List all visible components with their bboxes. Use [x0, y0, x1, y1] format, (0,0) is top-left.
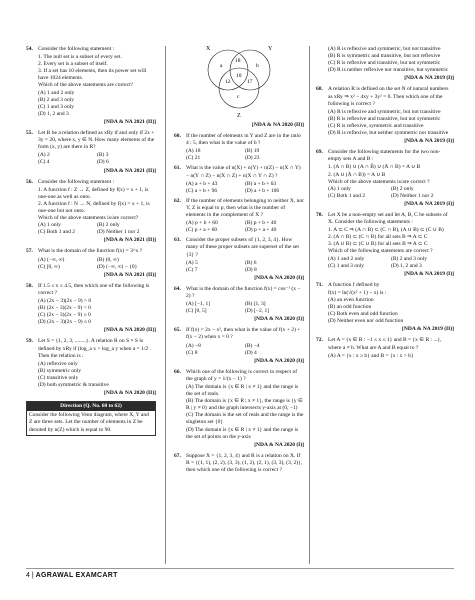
option: (D) R is neither reflexive nor transitive, but symmetric — [328, 67, 449, 74]
question-number: 57. — [26, 248, 33, 255]
question-text: Suppose X = {1, 2, 3, 4} and R is a relation on X. If R = {(1, 1), (2, 2), (3, 3), (1, 2), (2, 1), (3, 3), (3, 2)}, then which one of the following is correct ? — [186, 452, 303, 474]
statement: 1. A ⊂ C ⇒ (A ∩ B) ⊂ (C ∩ B), (A ∪ B) ⊂ (C ∪ B) — [328, 227, 444, 234]
question-65 — [174, 327, 304, 364]
option: (C) [0, 5] — [186, 308, 207, 315]
option: (B) 2 only — [97, 222, 120, 229]
question-text: Let A = {x ∈ R : −1 ≤ x ≤ 1} and B = {x ∈ R : ...}, where a ≠ b. What are A and B equal to ? — [328, 337, 442, 351]
question-number: 66. — [174, 368, 181, 375]
statement: 2. Every set is a subset of itself. — [38, 61, 108, 68]
option: (A) a + b + 43 — [186, 180, 218, 187]
venn-label-x: X — [206, 46, 211, 52]
question-68 — [316, 86, 454, 145]
question-number: 70. — [316, 211, 323, 218]
exam-source: [NDA & NA 2020 (II)] — [252, 122, 304, 128]
option: (D) [−2, 1] — [245, 308, 270, 315]
question-text: A function f defined by — [328, 281, 380, 288]
option: (A) R is reflexive and symmetric, but not transitive — [328, 108, 441, 115]
question-number: 67. — [174, 452, 181, 459]
option: (A) 1 only — [38, 222, 61, 229]
question-text: Consider the following statements for the two non-empty sets A and B : — [328, 149, 441, 163]
option: (C) 1 and 3 only — [38, 103, 75, 110]
exam-source: [NDA & NA 2021 (II)] — [104, 237, 156, 244]
option: (C) The domain is the set of reals and the range is the singleton set {0} — [186, 412, 304, 426]
option: (A) p + b + 60 — [186, 220, 218, 227]
column-divider — [309, 46, 310, 564]
option: (D) 8 — [245, 266, 257, 273]
option: (B) a + b + 63 — [245, 180, 277, 187]
option: (C) R is reflexive, symmetric and transitive — [328, 122, 424, 129]
statement: 2. A function f : N → N, defined by f(x) = x + 1, is one-one but not onto. — [38, 200, 150, 214]
option: (D) 23 — [245, 155, 260, 162]
option: (A) an even function — [328, 297, 374, 303]
option: (D) (−∞, ∞) − {0} — [97, 263, 138, 270]
option: (A) 2 — [38, 152, 50, 159]
option: (B) 2 and 3 only — [391, 255, 428, 262]
exam-source: [NDA & NA 2019 (I)] — [404, 75, 454, 82]
column-1 — [26, 46, 156, 439]
question-number: 59. — [26, 338, 33, 345]
option: (D) p + a + 40 — [245, 227, 277, 234]
question-54 — [26, 46, 156, 126]
option: (B) 2 and 3 only — [38, 96, 75, 103]
option: (B) 19 — [245, 148, 260, 155]
page-number: 4 — [26, 572, 30, 579]
question-prompt: Which of the above statements is/are correct ? — [328, 178, 430, 185]
venn-region: b — [256, 63, 259, 69]
option: (D) R is reflexive, but neither symmetric nor transitive — [328, 130, 449, 137]
direction-title: Direction (Q. No. 60 to 62) — [27, 402, 155, 411]
option: (D) (2x − 3)(2x − 9) ≤ 0 — [38, 319, 92, 326]
exam-source: [NDA & NA 2019 (I)] — [404, 200, 454, 207]
option: (A) (−∞, ∞) — [38, 256, 65, 263]
option: (A) 1 and 2 only — [38, 89, 75, 96]
exam-source: [NDA & NA 2019 (II)] — [402, 326, 454, 333]
direction-text: Consider the following Venn diagram, where X, Y and Z are three sets. Let the number of elements in Z be denoted by n(Z) which is equal to 90. — [29, 412, 149, 433]
question-62 — [174, 198, 304, 234]
option: (B) −4 — [245, 342, 260, 349]
statement: 2. (A ∪ (Ā ∩ B)) = A ∪ B — [328, 171, 386, 178]
question-58 — [26, 283, 156, 335]
option: (C) 7 — [186, 266, 198, 273]
exam-source: [NDA & NA 2021 (II)] — [104, 167, 156, 174]
question-number: 55. — [26, 130, 33, 137]
column-divider — [165, 46, 166, 564]
option: (C) 8 — [186, 349, 198, 356]
question-prompt: Which of the above statements are correct? — [38, 82, 133, 89]
question-64 — [174, 286, 304, 323]
exam-source: [NDA & NA 2020 (II)] — [104, 327, 156, 334]
option: (B) 3 — [97, 152, 109, 159]
venn-label-z: Z — [237, 113, 241, 119]
page-footer — [26, 568, 454, 579]
statement: 2. (A ∩ B) ⊂ (C ∩ B) for all sets B ⇒ A ⊂ C — [328, 234, 428, 241]
question-number: 72. — [316, 337, 323, 344]
option: (C) 4 — [38, 159, 50, 166]
option: (B) The domain is {x ∈ R | x ≠ 1}, the range is {y ∈ R | y ≠ 0} and the graph intersects y-axis at (0, −1) — [186, 398, 303, 412]
question-number: 63. — [174, 237, 181, 244]
question-67 — [174, 453, 304, 474]
question-number: 64. — [174, 285, 181, 292]
venn-region: 12 — [225, 79, 231, 85]
option: (D) 1, 2 and 3 — [38, 110, 69, 117]
option: (C) Both 1 and 2 — [328, 192, 365, 199]
question-59 — [26, 338, 156, 397]
column-2 — [174, 40, 304, 475]
option: (C) Both 1 and 2 — [38, 229, 75, 236]
direction-box — [26, 401, 156, 435]
option: (D) Neither 1 nor 2 — [97, 229, 140, 236]
venn-region: 17 — [247, 79, 253, 85]
question-text: Consider the proper subsets of {1, 2, 3, 4}. How many of these proper subsets are superset of the set {3} ? — [186, 237, 299, 258]
question-text: What is the domain of the function f(x) = 3^x ? — [38, 248, 143, 255]
option: (C) Both even and odd function — [328, 311, 398, 318]
option: (B) an odd function — [328, 304, 372, 311]
question-number: 62. — [174, 197, 181, 204]
question-text: What is the value of n(X) + n(Y) + n(Z) − n(X ∩ Y) − n(Y ∩ Z) − n(X ∩ Z) + n(X ∩ Y ∩ Z) ? — [186, 165, 301, 179]
option: (C) transitive only — [38, 374, 79, 381]
venn-region: 18 — [235, 58, 241, 64]
option: (D) Neither 1 nor 2 — [391, 192, 434, 199]
column-3 — [316, 46, 454, 360]
option: (C) a + b + 96 — [186, 187, 218, 194]
option: (B) 6 — [245, 259, 257, 266]
question-57 — [26, 248, 156, 278]
option: (A) 18 — [186, 148, 201, 155]
option: (C) (2x − 3)(2x − 9) ≥ 0 — [38, 312, 91, 319]
footer-separator: | — [31, 572, 34, 579]
question-text: If 1.5 ≤ x ≤ 4.5, then which one of the following is correct ? — [38, 282, 150, 296]
statement: 1. (A ∩ B) ∪ (A ∩ B̄) ∪ (Ā ∩ B) = A ∪ B — [328, 164, 421, 171]
question-text: Which one of the following is correct in respect of the graph of y = 1/(x − 1) ? — [186, 368, 298, 382]
question-prompt: Which of the above statements is/are correct? — [38, 215, 139, 222]
option: (A) 1 only — [328, 185, 351, 192]
exam-source: [NDA & NA 2020 (I)] — [254, 441, 304, 448]
question-63 — [174, 237, 304, 282]
exam-source: [NDA & NA 2019 (I)] — [404, 270, 454, 277]
question-text: If the number of elements belonging to neither X, nor Y, Z is equal to p, then what is the number of elements in the complement of X ? — [186, 197, 304, 219]
question-55 — [26, 130, 156, 175]
question-text: If the number of elements in Y and Z are in the ratio 4 : 5, then what is the value of b ? — [186, 133, 301, 147]
question-71 — [316, 282, 454, 334]
option: (D) both symmetric & transitive — [38, 382, 109, 389]
option: (A) reflexive only — [38, 360, 78, 367]
brand-name: AGRAWAL EXAMCART — [35, 572, 118, 579]
question-72 — [316, 337, 454, 359]
option: (D) The domain is {x ∈ R | x ≠ 1} and the range is the set of points on the y-axis — [186, 426, 299, 440]
option: (D) 4 — [245, 349, 257, 356]
question-number: 69. — [316, 149, 323, 156]
option: (D) 1, 2 and 3 — [391, 262, 422, 269]
question-70 — [316, 212, 454, 278]
exam-source: [NDA & NA 2020 (II)] — [104, 390, 156, 397]
option: (A) (2x − 3)(2x − 9) > 0 — [38, 298, 92, 304]
option: (A) R is reflexive and symmetric, but not transitive — [328, 46, 441, 52]
question-61 — [174, 165, 304, 194]
question-text: Let S = {1, 2, 3, ........}. A relation R on S × S is defined by xRy if (log_a x > log_a y when a = 1/2 . Then the relation is : — [38, 338, 151, 359]
statement: 3. (A ∪ B) ⊂ (C ∪ B) for all sets B ⇒ A ⊂ C — [328, 241, 428, 248]
option: (A) −8 — [186, 342, 201, 349]
exam-source: [NDA & NA 2021 (II)] — [104, 271, 156, 278]
question-text: Consider the following statement : — [38, 178, 115, 185]
option: (B) [1, 3] — [245, 301, 266, 308]
question-text: A relation R is defined on the set N of natural numbers as xRy ⇒ x² − 4xy + 3y² = 0. Then which one of the following is correct ? — [328, 86, 449, 107]
question-56 — [26, 179, 156, 245]
option: (C) p + a + 60 — [186, 227, 218, 234]
option: (D) Neither even nor odd function — [328, 318, 404, 325]
option: (D) a + b + 106 — [245, 187, 280, 194]
question-number: 54. — [26, 46, 33, 52]
exam-source: [NDA & NA 2020 (I)] — [254, 357, 304, 364]
option: (C) 1 and 3 only — [328, 262, 365, 269]
formula: f(x) = ln(√(x² + 1) − x) is : — [328, 289, 387, 296]
option: (A) 1 and 2 only — [328, 255, 365, 262]
question-66 — [174, 369, 304, 449]
exam-source: [NDA & NA 2021 (II)] — [104, 118, 156, 125]
option: (A) 5 — [186, 259, 198, 266]
option: (A) The domain is {x ∈ R | x ≠ 1} and the range is the set of reals. — [186, 384, 299, 398]
option: (A) A = {x : x ≥ b} and B = {x : x > b} — [328, 352, 414, 359]
venn-region: a — [220, 63, 223, 69]
option: (C) 21 — [186, 155, 201, 162]
question-text: What is the domain of the function f(x) = cos⁻¹ (x − 2) ? — [186, 285, 301, 299]
option: (B) (2x − 3)(2x − 9) < 0 — [38, 305, 91, 312]
option: (B) p + b + 40 — [245, 220, 277, 227]
question-number: 58. — [26, 282, 33, 289]
option: (C) R is reflexive and transitive, but not symmetric — [328, 60, 441, 67]
question-text: Let X be a non-empty set and let A, B, C be subsets of X. Consider the following statements : — [328, 211, 448, 226]
question-number: 65. — [174, 327, 181, 334]
option: (B) symmetric only — [38, 367, 82, 374]
question-text: Let R be a relation defined as xRy if and only if 2x + 3y = 20, where x, y ∈ N. How many elements of the form (x, y) are there in R? — [38, 130, 155, 151]
option: (D) 6 — [97, 159, 109, 166]
question-text: Consider the following statement : — [38, 46, 115, 52]
venn-region: 10 — [236, 73, 242, 79]
question-number: 61. — [174, 165, 181, 172]
question-60 — [174, 133, 304, 162]
venn-region: c — [237, 94, 240, 100]
question-number: 56. — [26, 178, 33, 185]
statement: 1. The null set is a subset of every set. — [38, 54, 122, 61]
question-69 — [316, 149, 454, 208]
option: (B) R is reflexive and transitive, but not symmetric — [328, 115, 441, 122]
question-number: 68. — [316, 86, 323, 93]
option: (B) (0, ∞) — [97, 256, 119, 263]
question-number: 71. — [316, 281, 323, 288]
option: (A) [−1, 1] — [186, 301, 211, 308]
statement: 1. A function f : Z → Z, defined by f(x) = x + 1, is one-one as well as onto. — [38, 186, 149, 200]
question-67-options — [316, 46, 454, 74]
option: (B) R is symmetric and transitive, but not reflexive — [328, 53, 441, 60]
exam-source: [NDA & NA 2020 (I)] — [254, 316, 304, 323]
exam-source: [NDA & NA 2019 (I)] — [404, 138, 454, 145]
exam-source: [NDA & NA 2020 (I)] — [254, 274, 304, 281]
venn-label-y: Y — [268, 46, 273, 52]
statement: 3. If a set has 10 elements, then its power set will have 1024 elements. — [38, 68, 147, 82]
question-prompt: Which of the following statements are correct ? — [328, 248, 433, 255]
question-text: If f(x) = 2x − x², then what is the value of f(x + 2) + f(x − 2) when x = 0 ? — [186, 327, 301, 341]
option: (B) 2 only — [391, 185, 414, 192]
option: (C) [0, ∞) — [38, 263, 60, 270]
question-number: 60. — [174, 133, 181, 140]
venn-diagram — [194, 40, 284, 120]
